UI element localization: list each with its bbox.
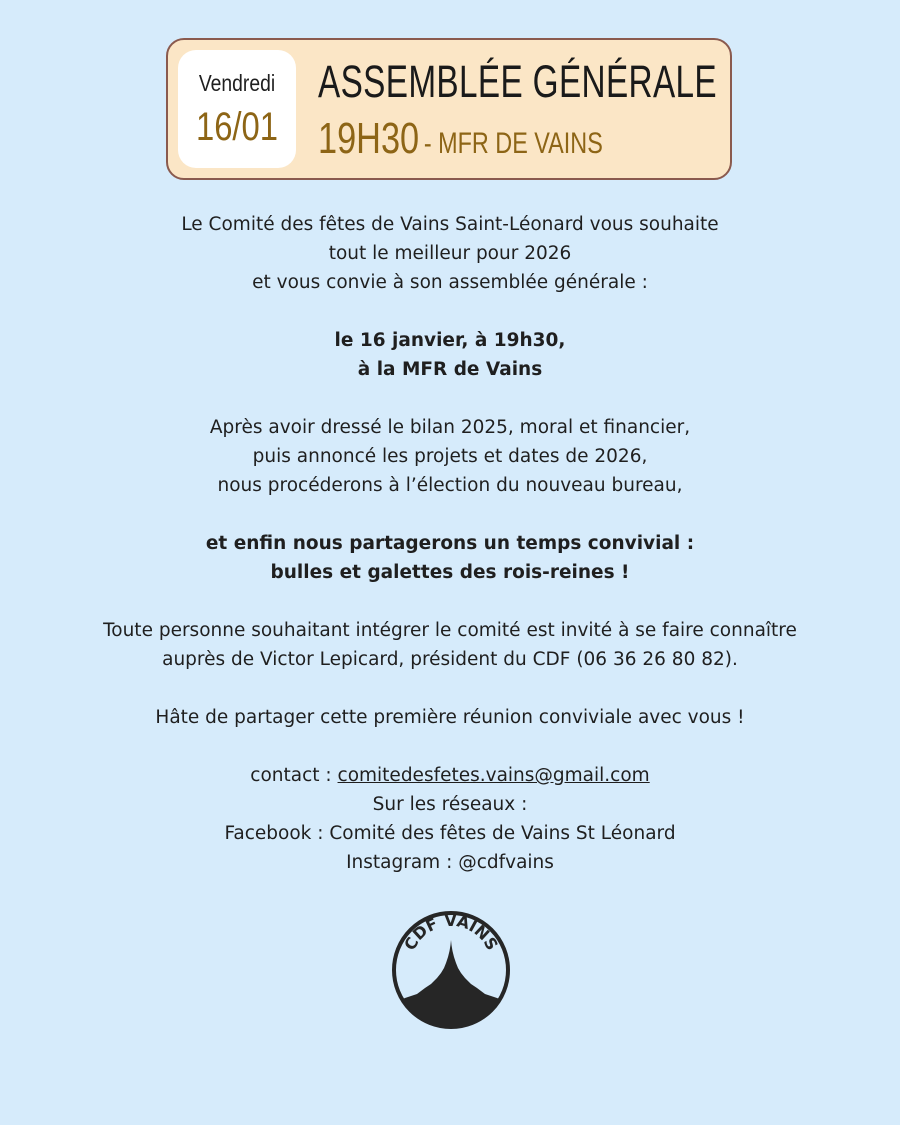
instagram-line: Instagram : @cdfvains xyxy=(346,852,554,873)
intro-line: Le Comité des fêtes de Vains Saint-Léonard vous souhaite xyxy=(181,214,719,235)
cdf-vains-logo xyxy=(391,910,511,1030)
program-paragraph xyxy=(0,413,900,500)
contact-paragraph xyxy=(0,761,900,877)
date-line: le 16 janvier, à 19h30, xyxy=(334,330,566,351)
event-time: 19H30 xyxy=(318,114,420,163)
event-place: - MFR DE VAINS xyxy=(423,127,603,160)
contact-line xyxy=(0,761,900,790)
intro-line: tout le meilleur pour 2026 xyxy=(328,243,572,264)
intro-line: et vous convie à son assemblée générale : xyxy=(252,272,648,293)
join-line: Toute personne souhaitant intégrer le comité est invité à se faire connaître xyxy=(103,620,797,641)
date-box xyxy=(178,50,296,168)
intro-paragraph xyxy=(0,210,900,297)
location-line: à la MFR de Vains xyxy=(357,359,543,380)
convivial-line: bulles et galettes des rois-reines ! xyxy=(270,562,630,583)
convivial-line: et enfin nous partagerons un temps convivial : xyxy=(205,533,695,554)
networks-label: Sur les réseaux : xyxy=(372,794,528,815)
join-paragraph xyxy=(0,616,900,674)
closing-paragraph xyxy=(0,703,900,732)
event-time-place xyxy=(318,114,603,164)
contact-label: contact : xyxy=(250,765,338,786)
email-link[interactable]: comitedesfetes.vains@gmail.com xyxy=(337,765,650,786)
date-location-paragraph xyxy=(0,326,900,384)
event-banner xyxy=(166,38,732,180)
event-day-name: Vendredi xyxy=(198,70,276,96)
event-date: 16/01 xyxy=(195,105,279,149)
program-line: nous procéderons à l’élection du nouveau bureau, xyxy=(217,475,683,496)
program-line: Après avoir dressé le bilan 2025, moral et financier, xyxy=(209,417,691,438)
convivial-paragraph xyxy=(0,529,900,587)
event-title: ASSEMBLÉE GÉNÉRALE xyxy=(318,56,718,107)
program-line: puis annoncé les projets et dates de 2026, xyxy=(252,446,648,467)
facebook-line: Facebook : Comité des fêtes de Vains St Léonard xyxy=(224,823,676,844)
closing-line: Hâte de partager cette première réunion conviviale avec vous ! xyxy=(155,707,745,728)
mont-saint-michel-silhouette-icon xyxy=(391,940,511,1030)
join-line: auprès de Victor Lepicard, président du CDF (06 36 26 80 82). xyxy=(162,649,738,670)
logo-text: CDF VAINS xyxy=(400,910,502,954)
invitation-body xyxy=(0,210,900,877)
